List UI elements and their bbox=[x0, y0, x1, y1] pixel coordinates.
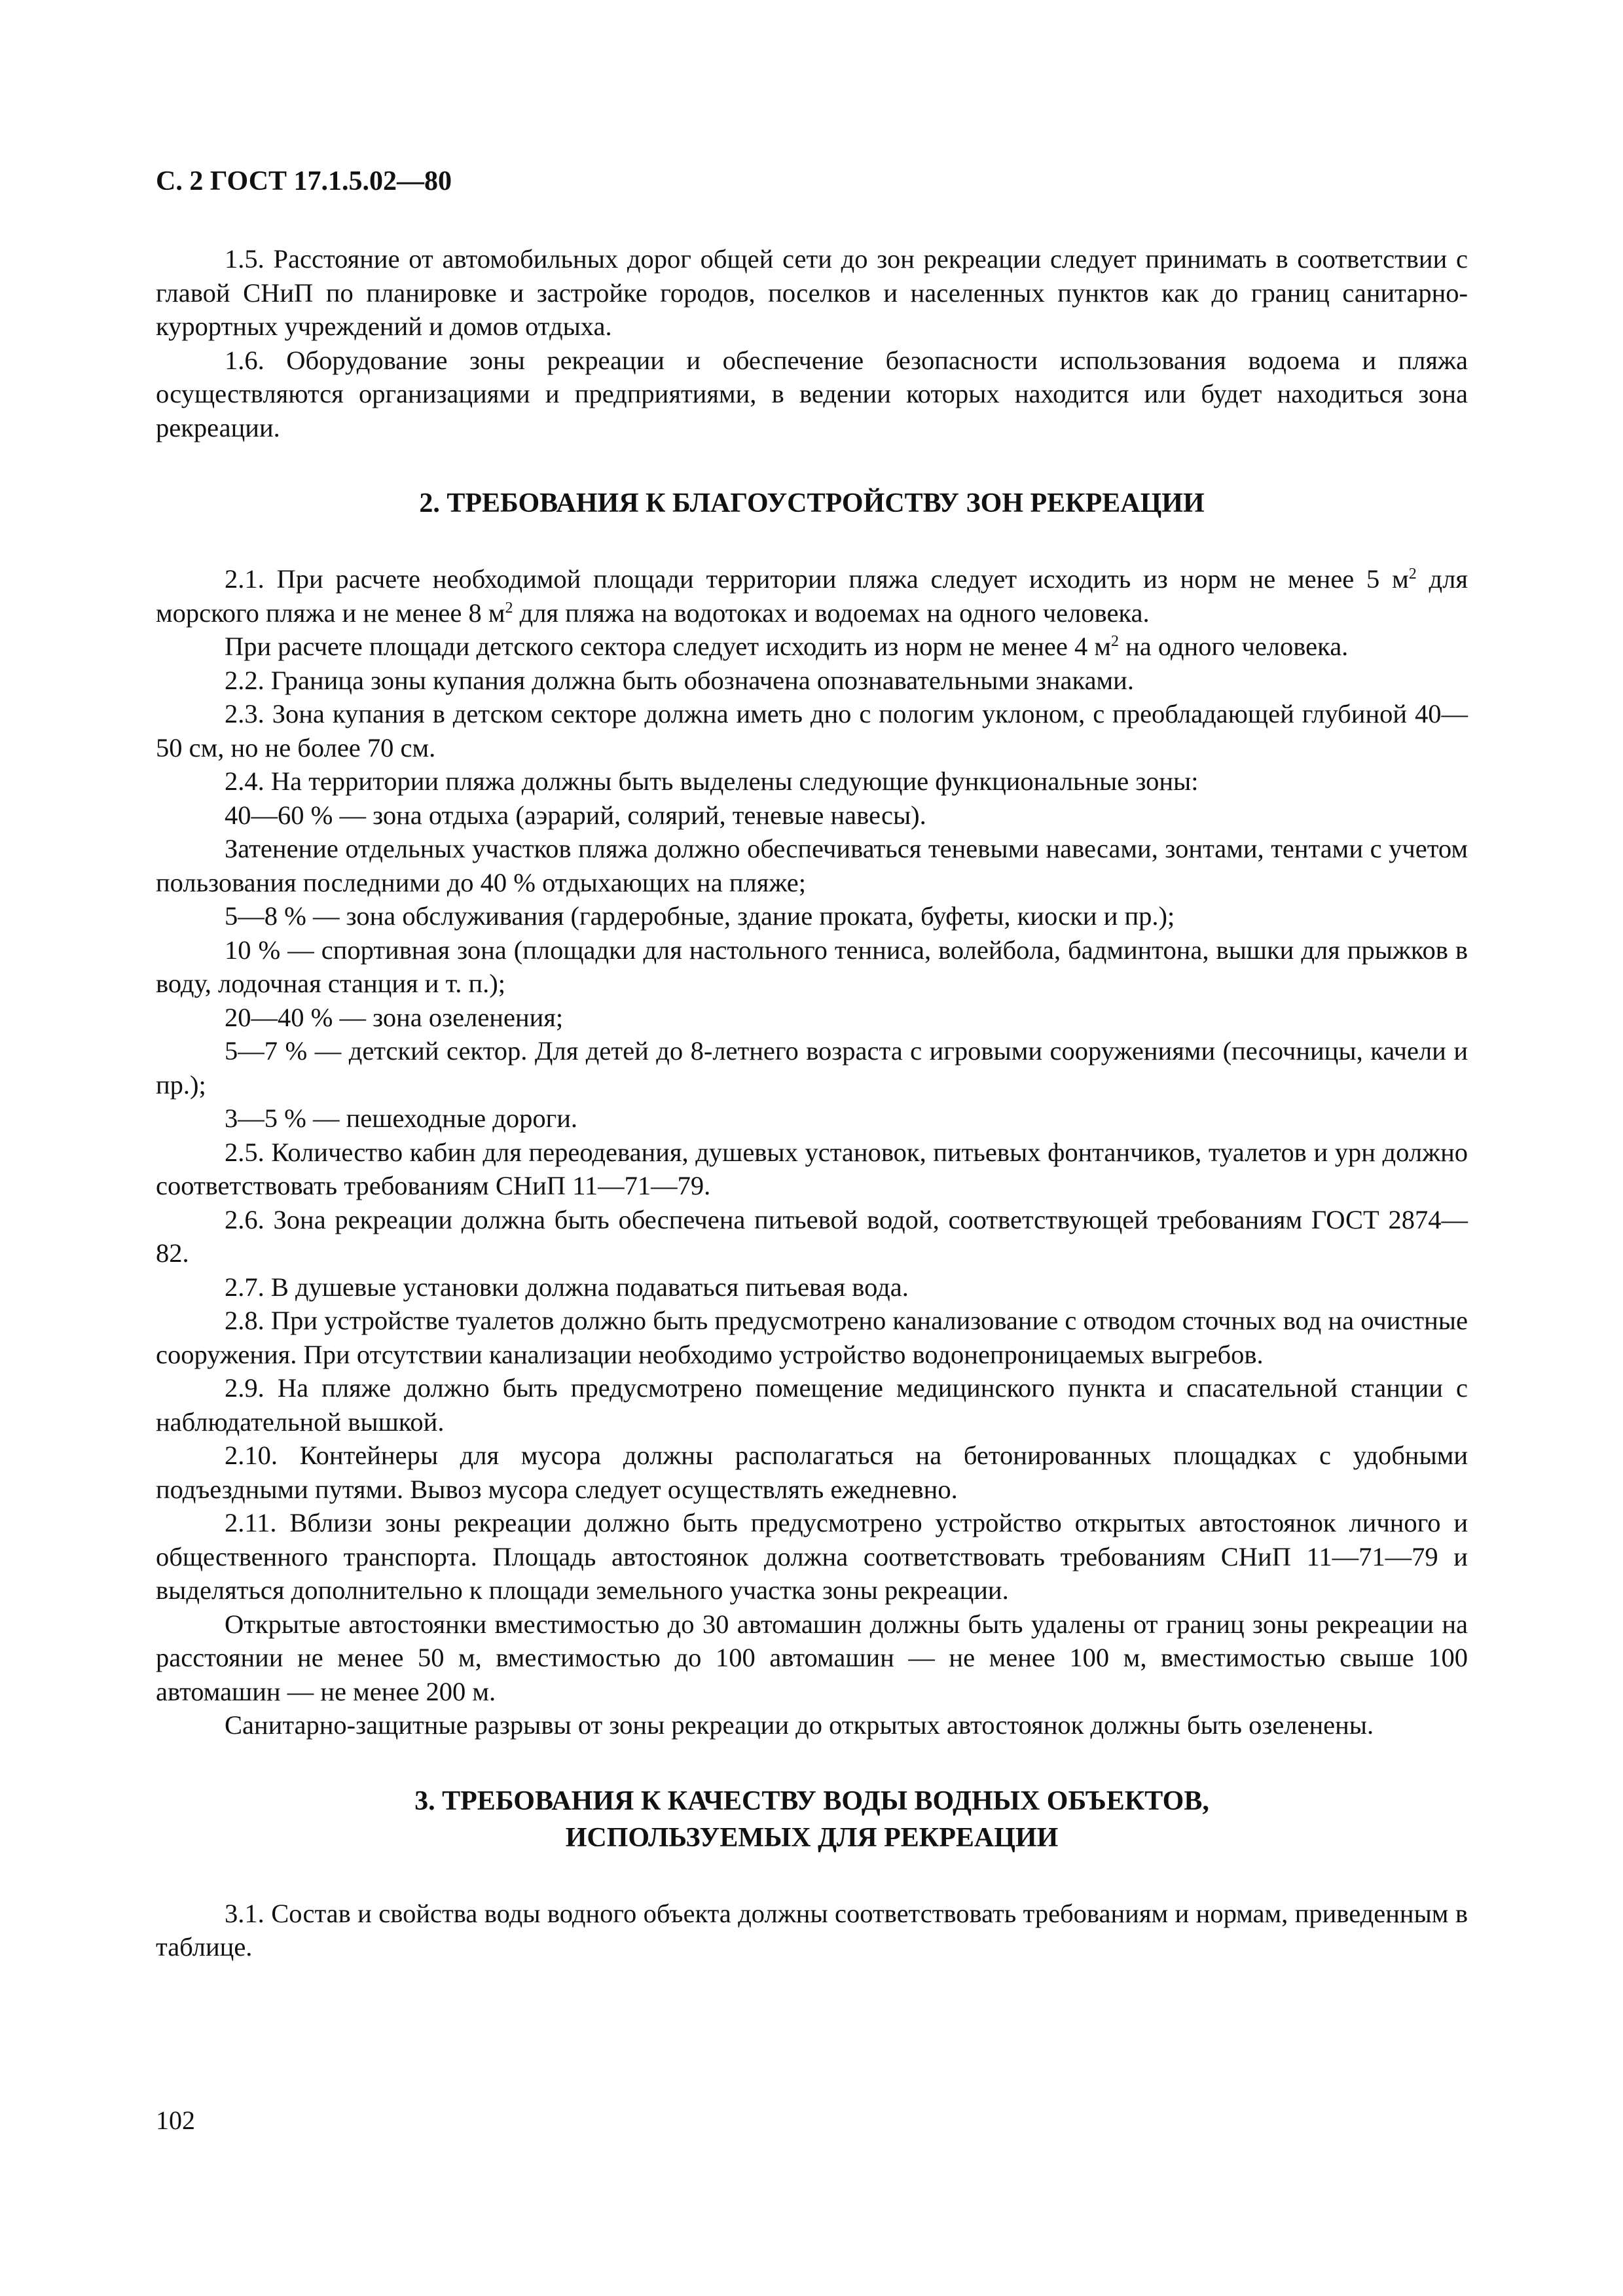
paragraph-2-4: 2.4. На территории пляжа должны быть выделены следующие функциональные зоны: bbox=[225, 766, 1199, 796]
page-content bbox=[156, 242, 1468, 1964]
zone-shading: Затенение отдельных участков пляжа должно обеспечиваться теневыми навесами, зонтами, тентами с учетом пользования последними до 40 % отдыхающих на пляже; bbox=[156, 834, 1468, 897]
zone-paths: 3—5 % — пешеходные дороги. bbox=[225, 1103, 578, 1133]
page-number: 102 bbox=[156, 2106, 195, 2135]
paragraph-parking-distance: Открытые автостоянки вместимостью до 30 автомашин должны быть удалены от границ зоны рекреации на расстоянии не менее 50 м, вместимостью до 100 автомашин — не менее 100 м, вместимостью свыше 100 автомашин — не менее 200 м. bbox=[156, 1609, 1468, 1706]
section-3-title-line-2: ИСПОЛЬЗУЕМЫХ ДЛЯ РЕКРЕАЦИИ bbox=[565, 1822, 1059, 1853]
paragraph-2-2: 2.2. Граница зоны купания должна быть обозначена опознавательными знаками. bbox=[225, 665, 1134, 695]
superscript: 2 bbox=[505, 599, 513, 617]
paragraph-2-8: 2.8. При устройстве туалетов должно быть предусмотрено канализование с отводом сточных вод на очистные сооружения. При отсутствии канализации необходимо устройство водонепроницаемых выгребов. bbox=[156, 1306, 1468, 1369]
text-segment: на одного человека. bbox=[1118, 632, 1349, 661]
zone-children: 5—7 % — детский сектор. Для детей до 8-летнего возраста с игровыми сооружениями (песочницы, качели и пр.); bbox=[156, 1036, 1468, 1100]
superscript: 2 bbox=[1110, 633, 1119, 650]
paragraph-2-6: 2.6. Зона рекреации должна быть обеспечена питьевой водой, соответствующей требованиям ГОСТ 2874—82. bbox=[156, 1204, 1468, 1268]
superscript: 2 bbox=[1408, 565, 1417, 583]
section-3-title bbox=[156, 1783, 1468, 1856]
zone-greenery: 20—40 % — зона озеленения; bbox=[225, 1002, 564, 1032]
paragraph-2-10: 2.10. Контейнеры для мусора должны располагаться на бетонированных площадках с удобными подъездными путями. Вывоз мусора следует осуществлять ежедневно. bbox=[156, 1441, 1468, 1504]
paragraph-2-5: 2.5. Количество кабин для переодевания, душевых установок, питьевых фонтанчиков, туалетов и урн должно соответствовать требованиям СНиП 11—71—79. bbox=[156, 1137, 1468, 1200]
paragraph-sanitary-gaps: Санитарно-защитные разрывы от зоны рекреации до открытых автостоянок должны быть озеленены. bbox=[225, 1710, 1374, 1740]
section-3-title-line-1: 3. ТРЕБОВАНИЯ К КАЧЕСТВУ ВОДЫ ВОДНЫХ ОБЪЕКТОВ, bbox=[414, 1785, 1209, 1816]
paragraph-2-3: 2.3. Зона купания в детском секторе должна иметь дно с пологим уклоном, с преобладающей глубиной 40—50 см, но не более 70 см. bbox=[156, 699, 1468, 762]
text-segment: При расчете площади детского сектора следует исходить из норм не менее 4 м bbox=[225, 632, 1111, 661]
text-segment: для пляжа на водотоках и водоемах на одного человека. bbox=[513, 598, 1150, 628]
paragraph-2-1 bbox=[156, 562, 1468, 630]
text-segment: для морского пляжа и не менее 8 м bbox=[156, 564, 1468, 628]
paragraph-2-9: 2.9. На пляже должно быть предусмотрено помещение медицинского пункта и спасательной станции с наблюдательной вышкой. bbox=[156, 1373, 1468, 1437]
paragraph-2-1-child-sector bbox=[156, 630, 1468, 664]
section-2-title: 2. ТРЕБОВАНИЯ К БЛАГОУСТРОЙСТВУ ЗОН РЕКРЕАЦИИ bbox=[419, 488, 1205, 518]
running-header: С. 2 ГОСТ 17.1.5.02—80 bbox=[156, 166, 452, 196]
paragraph-1-6: 1.6. Оборудование зоны рекреации и обеспечение безопасности использования водоема и пляжа осуществляются организациями и предприятиями, в ведении которых находится или будет находиться зона рекреации. bbox=[156, 345, 1468, 442]
paragraph-2-11: 2.11. Вблизи зоны рекреации должно быть предусмотрено устройство открытых автостоянок личного и общественного транспорта. Площадь автостоянок должна соответствовать требованиям СНиП 11—71—79 и выделяться дополнительно к площади земельного участка зоны рекреации. bbox=[156, 1508, 1468, 1605]
zone-rest: 40—60 % — зона отдыха (аэрарий, солярий, теневые навесы). bbox=[225, 800, 926, 830]
zone-sport: 10 % — спортивная зона (площадки для настольного тенниса, волейбола, бадминтона, вышки для прыжков в воду, лодочная станция и т. п.); bbox=[156, 935, 1468, 998]
text-segment: 2.1. При расчете необходимой площади территории пляжа следует исходить из норм не менее 5 м bbox=[225, 564, 1409, 594]
paragraph-1-5: 1.5. Расстояние от автомобильных дорог общей сети до зон рекреации следует принимать в соответствии с главой СНиП по планировке и застройке городов, поселков и населенных пунктов как до границ санитарно-курортных учреждений и домов отдыха. bbox=[156, 244, 1468, 341]
zone-service: 5—8 % — зона обслуживания (гардеробные, здание проката, буфеты, киоски и пр.); bbox=[225, 901, 1175, 931]
paragraph-2-7: 2.7. В душевые установки должна подаваться питьевая вода. bbox=[225, 1272, 909, 1302]
paragraph-3-1: 3.1. Состав и свойства воды водного объекта должны соответствовать требованиям и нормам, приведенным в таблице. bbox=[156, 1898, 1468, 1962]
